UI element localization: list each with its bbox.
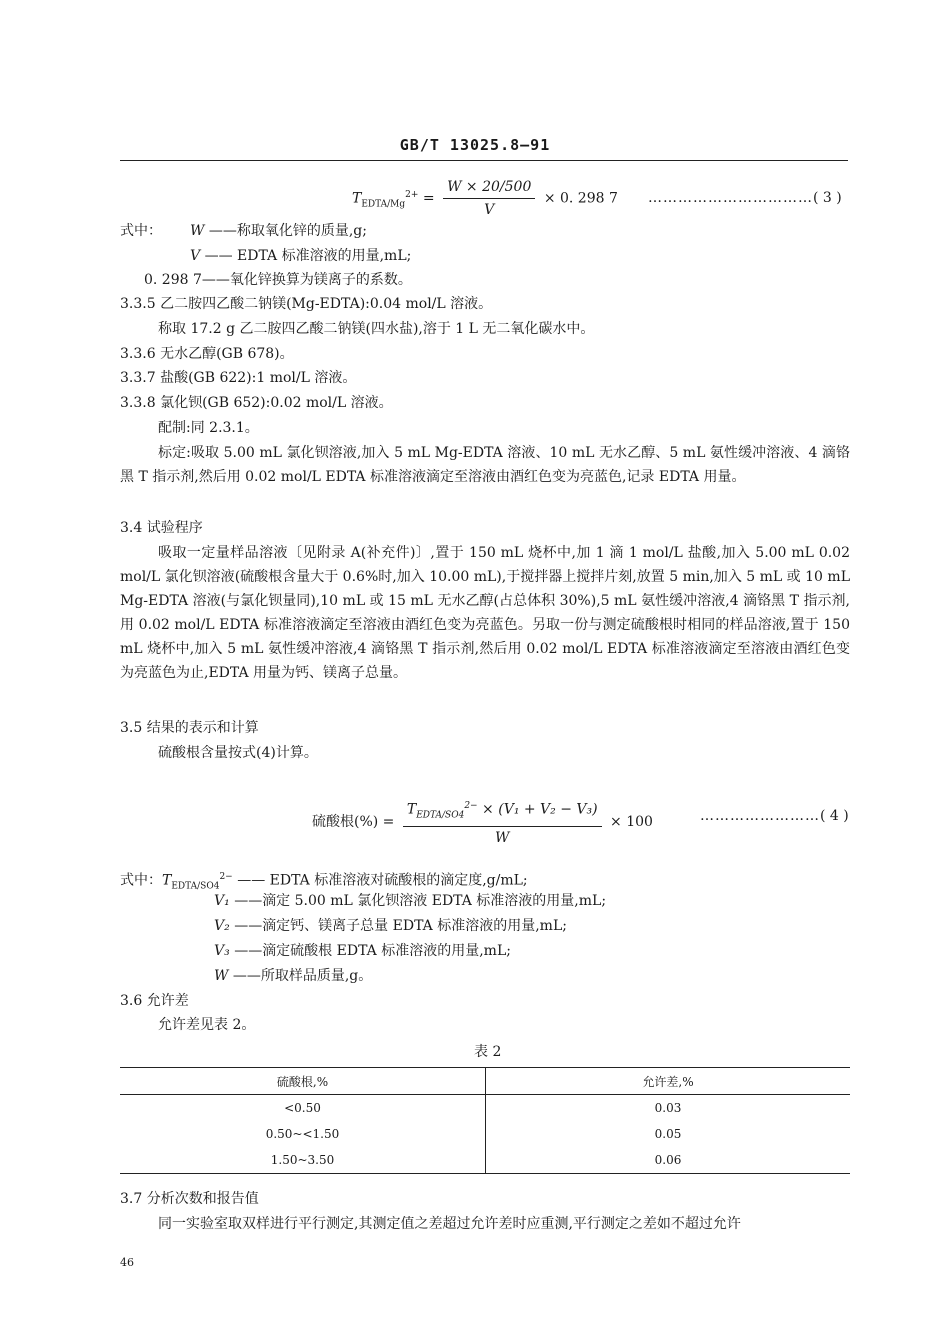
- formula4-num-sup: 2−: [464, 801, 478, 811]
- where1-label: 式中：: [120, 223, 162, 239]
- table-header-cell: 允许差,%: [486, 1068, 851, 1095]
- formula-4: [312, 796, 653, 848]
- section-3-5-title: 3.5 结果的表示和计算: [120, 720, 259, 736]
- section-3-3-8-calibration: 标定:吸取 5.00 mL 氯化钡溶液,加入 5 mL Mg-EDTA 溶液、10 mL 无水乙醇、5 mL 氨性缓冲溶液、4 滴铬黑 T 指示剂,然后用 0.02 mol/L EDTA 标准溶液滴定至溶液由酒红色变为亮蓝色,记录 EDTA 用量。: [120, 445, 850, 485]
- table-cell: 0.05: [654, 1127, 682, 1141]
- formula4-num-sub: EDTA/SO: [416, 810, 459, 821]
- formula4-lhs: 硫酸根(%) =: [312, 814, 395, 831]
- section-3-3-6-title: 3.3.6 无水乙醇(GB 678)。: [120, 346, 294, 362]
- where2-t-sym: T: [162, 872, 172, 889]
- where2-sym: V₃: [214, 943, 230, 959]
- table-cell: 0.50~<1.50: [120, 1121, 486, 1147]
- section-3-5-body: 硫酸根含量按式(4)计算。: [158, 745, 318, 761]
- where1-row-w: [190, 221, 367, 241]
- section-3-7-title: 3.7 分析次数和报告值: [120, 1191, 259, 1207]
- section-3-3-5-title: 3.3.5 乙二胺四乙酸二钠镁(Mg-EDTA):0.04 mol/L 溶液。: [120, 296, 493, 312]
- table-header-cell: 硫酸根,%: [120, 1068, 486, 1095]
- where2-label: 式中：: [120, 872, 162, 889]
- section-3-6-title: 3.6 允许差: [120, 993, 189, 1009]
- formula3-fraction: [443, 177, 535, 220]
- table-header-row: [120, 1068, 850, 1095]
- where1-desc: ——称取氧化锌的质量,g;: [208, 223, 367, 239]
- formula3-leader-row: [648, 188, 842, 208]
- formula3-t: T: [352, 190, 362, 207]
- section-3-4-title: 3.4 试验程序: [120, 520, 203, 536]
- page-number: 46: [120, 1256, 134, 1269]
- where2-t-sub: EDTA/SO: [171, 881, 214, 892]
- where1-sym: 0. 298 7: [144, 272, 202, 288]
- where1-row-v: [190, 246, 411, 266]
- header-rule: [120, 160, 848, 161]
- where2-t-desc: —— EDTA 标准溶液对硫酸根的滴定度,g/mL;: [237, 872, 528, 889]
- formula4-fraction: [403, 796, 602, 848]
- where2-sym: V₂: [214, 918, 230, 934]
- formula3-ref: ( 3 ): [813, 190, 842, 206]
- table-cell: <0.50: [120, 1095, 486, 1122]
- where2-row-w: [214, 966, 372, 986]
- formula4-numerator: [403, 796, 602, 827]
- formula4-ref: ( 4 ): [820, 808, 849, 824]
- formula4-tail: × 100: [610, 814, 653, 831]
- formula3-tail: × 0. 298 7: [543, 190, 618, 207]
- where2-sym: W: [214, 968, 229, 984]
- where2-row-v3: [214, 941, 511, 961]
- table2-caption: 表 2: [474, 1044, 502, 1060]
- formula-3: [352, 177, 618, 220]
- where2-row-v1: [214, 891, 606, 911]
- section-3-6-body: 允许差见表 2。: [158, 1017, 256, 1033]
- table-cell: 1.50~3.50: [120, 1147, 486, 1174]
- formula3-sub: EDTA/Mg: [361, 199, 406, 210]
- standard-header: GB/T 13025.8—91: [399, 136, 551, 154]
- formula3-eq: =: [422, 190, 435, 207]
- table-2: [120, 1067, 850, 1174]
- section-3-3-8-prep: 配制:同 2.3.1。: [158, 420, 259, 436]
- where1-row-coef: [144, 270, 412, 290]
- where2-sym: V₁: [214, 893, 230, 909]
- section-3-3-7-title: 3.3.7 盐酸(GB 622):1 mol/L 溶液。: [120, 370, 357, 386]
- formula3-sup: 2+: [405, 189, 419, 200]
- section-3-7-body: 同一实验室取双样进行平行测定,其测定值之差超过允许差时应重测,平行测定之差如不超过允许: [158, 1216, 741, 1232]
- formula4-num-rest: × (V₁ + V₂ − V₃): [477, 801, 598, 818]
- where2-row-v2: [214, 916, 567, 936]
- table-cell: 0.03: [654, 1101, 682, 1115]
- where2-desc: ——所取样品质量,g。: [232, 968, 373, 984]
- formula4-num-t: T: [406, 801, 417, 818]
- formula3-denominator: V: [484, 202, 495, 218]
- formula4-denominator: W: [495, 830, 510, 847]
- where2-t-sup: 2−: [219, 872, 233, 882]
- table-row: [120, 1121, 850, 1147]
- section-3-3-5-body: 称取 17.2 g 乙二胺四乙酸二钠镁(四水盐),溶于 1 L 无二氧化碳水中。: [158, 321, 595, 337]
- where2-desc: ——滴定硫酸根 EDTA 标准溶液的用量,mL;: [234, 943, 511, 959]
- table-row: [120, 1147, 850, 1174]
- formula4-leader-row: [700, 806, 849, 826]
- where1-sym: V: [190, 248, 201, 264]
- formula4-num-sub2: 4: [458, 810, 465, 821]
- where1-sym: W: [190, 223, 205, 239]
- formula3-numerator: W × 20/500: [443, 177, 535, 199]
- table-row: [120, 1095, 850, 1122]
- where2-desc: ——滴定 5.00 mL 氯化钡溶液 EDTA 标准溶液的用量,mL;: [234, 893, 607, 909]
- section-3-3-8-title: 3.3.8 氯化钡(GB 652):0.02 mol/L 溶液。: [120, 395, 393, 411]
- where2-t-sub2: 4: [213, 881, 220, 892]
- where1-desc: —— EDTA 标准溶液的用量,mL;: [204, 248, 412, 264]
- where1-desc: ——氧化锌换算为镁离子的系数。: [201, 272, 412, 288]
- section-3-4-body: 吸取一定量样品溶液〔见附录 A(补充件)〕,置于 150 mL 烧杯中,加 1 滴 1 mol/L 盐酸,加入 5.00 mL 0.02 mol/L 氯化钡溶液(硫酸根含量大于 0.6%时,加入 10.00 mL),于搅拌器上搅拌片刻,放置 5 min,加入 5 mL 或 10 mL Mg-EDTA 溶液(与氯化钡量同),10 mL 或 15 mL 无水乙醇(占总体积 30%),5 mL 氨性缓冲溶液,4 滴铬黑 T 指示剂,用 0.02 mol/L EDTA 标准溶液滴定至溶液由酒红色变为亮蓝色。另取一份与测定硫酸根时相同的样品溶液,置于 150 mL 烧杯中,加入 5 mL 氨性缓冲溶液,4 滴铬黑 T 指示剂,然后用 0.02 mol/L EDTA 标准溶液滴定至溶液由酒红色变为亮蓝色为止,EDTA 用量为钙、镁离子总量。: [120, 545, 850, 681]
- where2-desc: ——滴定钙、镁离子总量 EDTA 标准溶液的用量,mL;: [234, 918, 567, 934]
- formula4-leader: ……………………: [700, 808, 820, 824]
- table-cell: 0.06: [486, 1147, 851, 1174]
- formula3-leader: ……………………………: [648, 190, 813, 206]
